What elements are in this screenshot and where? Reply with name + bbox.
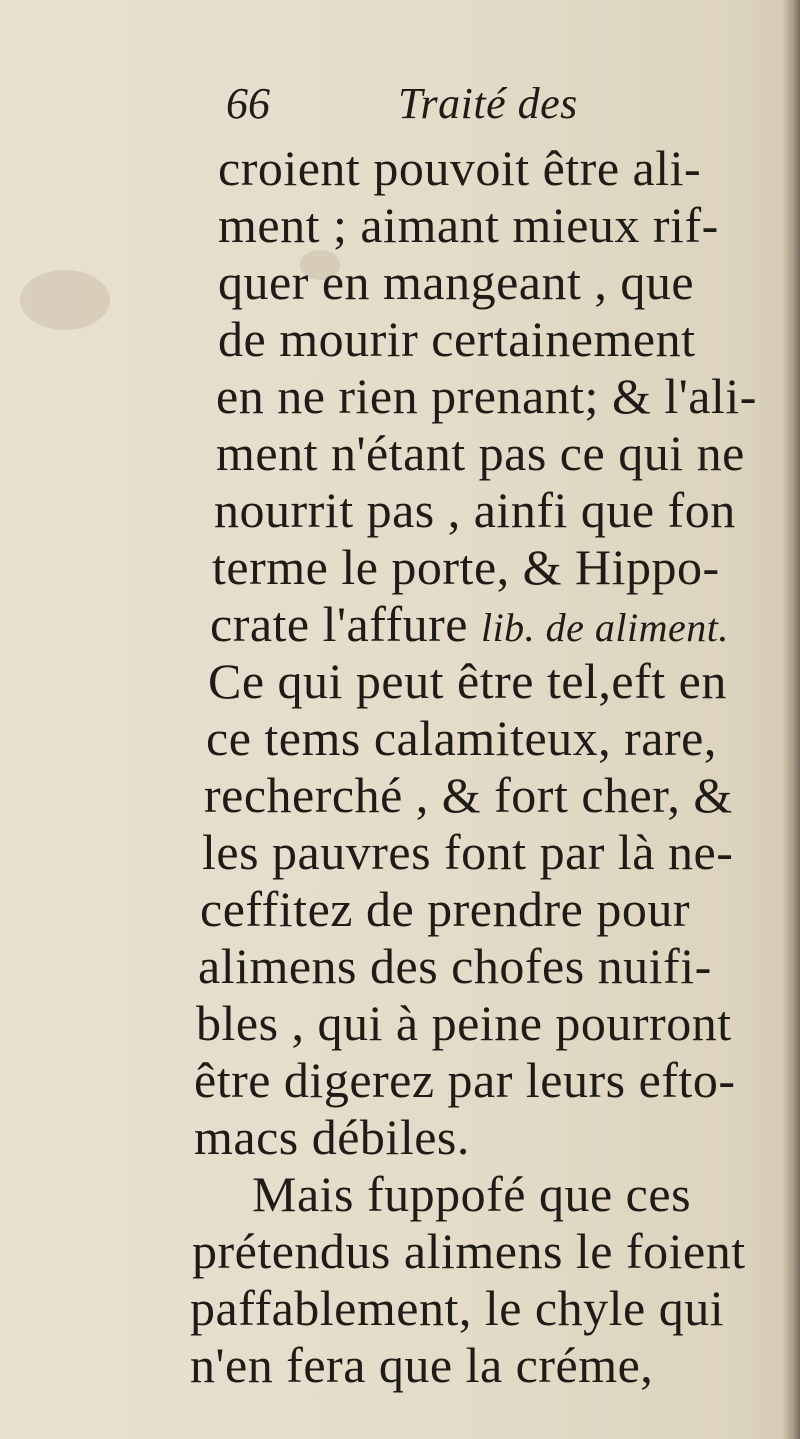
text-line: bles , qui à peine pourront (196, 995, 732, 1051)
page-number: 66 (226, 79, 270, 128)
text-line: ment n'étant pas ce qui ne (216, 425, 745, 481)
text-line: nourrit pas , ainfi que fon (214, 482, 736, 538)
text-line: paffablement, le chyle qui (190, 1280, 725, 1336)
text-line: ce tems calamiteux, rare, (206, 710, 717, 766)
text-line: prétendus alimens le foient (192, 1223, 746, 1279)
text-line: ceffitez de prendre pour (200, 881, 690, 937)
text-line: recherché , & fort cher, & (204, 767, 733, 823)
citation-italic: lib. de aliment. (480, 605, 729, 650)
text-line: n'en fera que la créme, (190, 1337, 654, 1393)
text-line: en ne rien prenant; & l'ali- (216, 368, 757, 424)
text-line: alimens des chofes nuifi- (198, 938, 712, 994)
paper-stain (20, 270, 110, 330)
text-line: ment ; aimant mieux rif- (218, 197, 719, 253)
page-gutter-shadow (782, 0, 800, 1439)
text-line: de mourir certainement (218, 311, 696, 367)
paragraph-start-line: Mais fuppofé que ces (252, 1166, 692, 1222)
text-line: quer en mangeant , que (218, 254, 695, 310)
text-line: croient pouvoit être ali- (218, 140, 702, 196)
text-line: les pauvres font par là ne- (202, 824, 734, 880)
text-line: macs débiles. (194, 1109, 470, 1165)
text-line-roman: crate l'affure (210, 596, 468, 652)
text-line: terme le porte, & Hippo- (212, 539, 720, 595)
text-line: être digerez par leurs efto- (194, 1052, 736, 1108)
page-header (226, 78, 786, 138)
text-line: Ce qui peut être tel,eft en (208, 653, 727, 709)
running-title: Traité des (398, 79, 578, 128)
text-line (210, 596, 729, 652)
